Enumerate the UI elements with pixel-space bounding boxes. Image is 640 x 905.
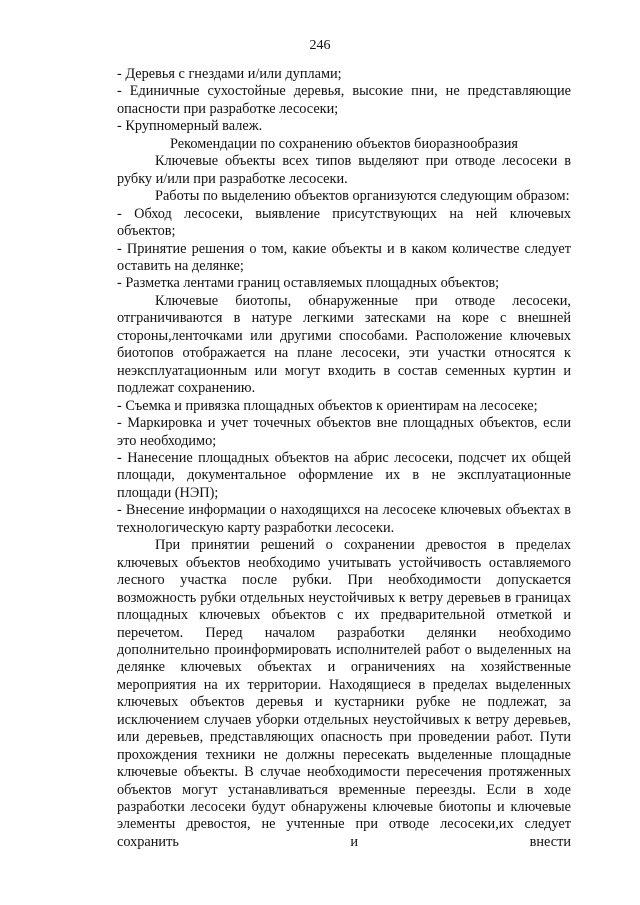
list-item: - Маркировка и учет точечных объектов вне площадных объектов, если это необходимо; (117, 415, 571, 449)
list-item: - Внесение информации о находящихся на лесосеке ключевых объектах в технологическую карту разработки лесосеки. (117, 502, 571, 536)
list-item: - Съемка и привязка площадных объектов к ориентирам на лесосеке; (117, 397, 538, 414)
paragraph: Работы по выделению объектов организуются следующим образом: (155, 188, 570, 205)
paragraph: Ключевые биотопы, обнаруженные при отводе лесосеки, отграничиваются в натуре легкими затесками на коре с внешней стороны,ленточками или другими способами. Расположение ключевых биотопов отображается на плане лесосеки, эти участки относятся к неэксплуатационным или могут входить в состав семенных куртин и подлежат сохранению. (117, 292, 571, 397)
list-item: - Единичные сухостойные деревья, высокие пни, не представляющие опасности при разработке лесосеки; (117, 83, 571, 117)
list-item: - Крупномерный валеж. (117, 118, 263, 135)
paragraph: При принятии решений о сохранении древостоя в пределах ключевых объектов необходимо учитывать устойчивость оставляемого лесного участка после рубки. При необходимости допускается возможность рубки отдельных неустойчивых к ветру деревьев в границах площадных ключевых объектов с их предварительной отметкой и перечетом. Перед началом разработки делянки необходимо дополнительно проинформировать исполнителей работ о выделенных на делянке ключевых объектах и ограничениях на хозяйственные мероприятия на их территории. Находящиеся в пределах выделенных ключевых объектов деревья и кустарники рубке не подлежат, за исключением случаев уборки отдельных неустойчивых к ветру деревьев, или деревьев, представляющих опасность при проведении работ. Пути прохождения техники не должны пересекать выделенные площадные ключевые объекты. В случае необходимости пересечения протяженных объектов могут устанавливаться временные переезды. Если в ходе разработки лесосеки будут обнаружены ключевые биотопы и ключевые элементы древостоя, не учтенные при отводе лесосеки,их следует сохранить и внести (117, 537, 571, 850)
page-number: 246 (309, 38, 331, 53)
list-item: - Нанесение площадных объектов на абрис лесосеки, подсчет их общей площади, документальное оформление их в не эксплуатационные площади (НЭП); (117, 449, 571, 501)
section-heading: Рекомендации по сохранению объектов биоразнообразия (169, 135, 518, 152)
document-body (117, 66, 571, 851)
paragraph: Ключевые объекты всех типов выделяют при отводе лесосеки в рубку и/или при разработке лесосеки. (117, 153, 571, 187)
list-item: - Принятие решения о том, какие объекты и в каком количестве следует оставить на делянке; (117, 240, 571, 274)
list-item: - Обход лесосеки, выявление присутствующих на ней ключевых объектов; (117, 205, 571, 240)
list-item: - Разметка лентами границ оставляемых площадных объектов; (117, 275, 500, 292)
list-item: - Деревья с гнездами и/или дуплами; (117, 66, 342, 82)
